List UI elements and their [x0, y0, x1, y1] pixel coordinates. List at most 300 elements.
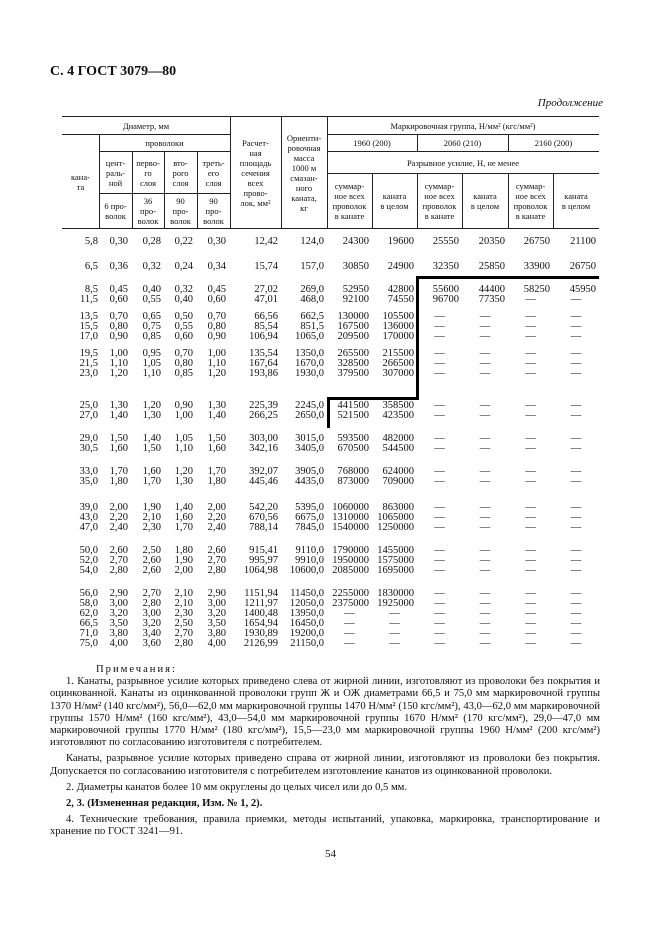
table-cell: — — [434, 433, 445, 444]
table-cell: 0,80 — [109, 321, 128, 332]
table-cell: — — [434, 555, 445, 566]
table-cell: 42800 — [387, 284, 414, 295]
table-cell: 1,30 — [207, 400, 226, 411]
table-cell: 71,0 — [79, 628, 98, 639]
table-cell: 0,32 — [174, 284, 193, 295]
table-cell: 1,50 — [142, 443, 161, 454]
table-cell: 58,0 — [79, 598, 98, 609]
table-cell: 0,80 — [207, 321, 226, 332]
table-cell: 1,20 — [142, 400, 161, 411]
table-cell: 92100 — [342, 294, 369, 305]
table-cell: — — [479, 476, 491, 487]
table-cell: — — [570, 358, 582, 369]
table-cell: — — [479, 331, 491, 342]
table-cell: 17,0 — [79, 331, 98, 342]
table-cell: — — [479, 466, 491, 477]
table-cell: — — [434, 400, 445, 411]
note-1: 1. Канаты, разрывное усилие которых приведено слева от жирной линии, изготовляют из проволоки без покрытия и оцинкованной. Канаты из оцинкованной проволоки групп Ж и ОЖ диаметрами 66,5 и 75,0 мм маркировочной группы 1370 Н/мм² (140 кгс/мм²), 56,0—62,0 мм маркировочной группы 1470 Н/мм² (150 кгс/мм²), 43,0—62,0 мм маркировочной группы 1570 Н/мм² (160 кгс/мм²), 43,0—54,0 мм маркировочной группы 1670 Н/мм² (170 кгс/мм²), 29,0—47,0 мм маркировочной группы 1770 Н/мм² (180 кгс/мм²), 15,5—23,0 мм маркировочной группы 1960 Н/мм² (200 кгс/мм²) изготовляют по согласованию изготовителя с потребителем. — [50, 676, 600, 749]
page-number: 54 — [325, 848, 336, 860]
table-cell: 0,85 — [142, 331, 161, 342]
table-cell: 45950 — [569, 284, 596, 295]
table-cell: 21100 — [570, 236, 596, 247]
table-cell: 1695000 — [377, 565, 414, 576]
paragraph-2-3-text: 2, 3. (Измененная редакция, Изм. № 1, 2). — [66, 798, 263, 810]
table-cell: 788,14 — [249, 522, 278, 533]
table-cell: 1,00 — [174, 410, 193, 421]
table-cell: — — [525, 608, 536, 619]
table-cell: 19,5 — [79, 348, 98, 359]
table-cell: — — [525, 638, 536, 649]
table-cell: 3,00 — [207, 598, 226, 609]
table-cell: 863000 — [382, 502, 414, 513]
table-cell: 0,32 — [142, 261, 161, 272]
table-cell: 27,02 — [254, 284, 278, 295]
table-cell: 12,42 — [254, 236, 278, 247]
table-cell: — — [525, 294, 536, 305]
central-wire-header: цент- раль- ной — [105, 157, 126, 188]
table-cell: 307000 — [382, 368, 414, 379]
table-cell: 66,56 — [254, 311, 278, 322]
table-cell: — — [525, 368, 536, 379]
table-cell: 62,0 — [79, 608, 98, 619]
table-cell: — — [525, 555, 536, 566]
table-cell: 13,5 — [79, 311, 98, 322]
table-cell: 0,65 — [142, 311, 161, 322]
table-cell: 1,60 — [174, 512, 193, 523]
table-cell: — — [525, 331, 536, 342]
table-cell: 209500 — [337, 331, 369, 342]
table-cell: 423500 — [382, 410, 414, 421]
table-cell: — — [570, 466, 582, 477]
table-cell: 2,70 — [109, 555, 128, 566]
table-cell: 1065,0 — [295, 331, 324, 342]
table-cell: 1060000 — [332, 502, 369, 513]
table-cell: 4,00 — [207, 638, 226, 649]
table-cell: — — [479, 433, 491, 444]
table-cell: 47,0 — [79, 522, 98, 533]
table-cell: — — [479, 512, 491, 523]
table-cell: 124,0 — [300, 236, 324, 247]
sum-wires-header-2060: суммар- ное всех проволок в канате — [422, 181, 457, 221]
table-cell: 1,40 — [207, 410, 226, 421]
table-cell: 35,0 — [79, 476, 98, 487]
table-cell: 19600 — [387, 236, 414, 247]
table-cell: 2,50 — [174, 618, 193, 629]
table-cell: 5395,0 — [295, 502, 324, 513]
table-cell: 26750 — [569, 261, 596, 272]
table-cell: 167500 — [337, 321, 369, 332]
grade-1960-header: 1960 (200) — [353, 138, 391, 148]
table-cell: 1,70 — [207, 466, 226, 477]
table-cell: 0,90 — [109, 331, 128, 342]
table-cell: 0,90 — [207, 331, 226, 342]
table-cell: 23,0 — [79, 368, 98, 379]
table-cell: 157,0 — [300, 261, 324, 272]
table-cell: 20350 — [478, 236, 505, 247]
table-cell: — — [479, 358, 491, 369]
table-cell: 1,10 — [174, 443, 193, 454]
table-cell: 1,70 — [142, 476, 161, 487]
table-cell: 2,20 — [109, 512, 128, 523]
table-cell: — — [525, 466, 536, 477]
table-cell: — — [434, 588, 445, 599]
paragraph-2-3 — [50, 798, 600, 810]
table-cell: 9110,0 — [295, 545, 324, 556]
table-cell: 21150,0 — [290, 638, 324, 649]
table-cell: — — [434, 565, 445, 576]
table-cell: 2,40 — [207, 522, 226, 533]
table-cell: 2,70 — [142, 588, 161, 599]
table-cell: 2126,99 — [243, 638, 278, 649]
table-cell: — — [434, 598, 445, 609]
table-cell: 266500 — [382, 358, 414, 369]
table-cell: 670,56 — [249, 512, 278, 523]
table-cell: 167,64 — [249, 358, 278, 369]
table-cell: — — [479, 522, 491, 533]
table-cell: 542,20 — [249, 502, 278, 513]
table-cell: — — [434, 608, 445, 619]
table-cell: 0,50 — [174, 311, 193, 322]
table-cell: 1,70 — [174, 522, 193, 533]
table-cell: 3405,0 — [295, 443, 324, 454]
table-cell: 2,10 — [142, 512, 161, 523]
table-cell: 2,60 — [207, 545, 226, 556]
table-cell: 6675,0 — [295, 512, 324, 523]
table-cell: 593500 — [337, 433, 369, 444]
table-cell: 2,80 — [109, 565, 128, 576]
table-cell: — — [570, 410, 582, 421]
table-cell: 1,50 — [109, 433, 128, 444]
table-cell: 77350 — [478, 294, 505, 305]
table-cell: 39,0 — [79, 502, 98, 513]
table-cell: 11,5 — [80, 294, 98, 305]
table-cell: — — [344, 618, 355, 629]
table-cell: 33,0 — [79, 466, 98, 477]
table-cell: — — [434, 443, 445, 454]
table-cell: 0,60 — [207, 294, 226, 305]
table-cell: 11450,0 — [290, 588, 324, 599]
table-cell: 52950 — [342, 284, 369, 295]
table-cell: 21,5 — [79, 358, 98, 369]
notes-title: Примечания: — [96, 664, 177, 675]
table-cell: 1,00 — [109, 348, 128, 359]
table-cell: — — [570, 522, 582, 533]
table-cell: 2,60 — [109, 545, 128, 556]
table-cell: 74550 — [387, 294, 414, 305]
table-cell: — — [525, 598, 536, 609]
diameter-header: Диаметр, мм — [122, 120, 170, 131]
table-cell: 1830000 — [377, 588, 414, 599]
table-cell: — — [570, 565, 582, 576]
table-cell: 24900 — [387, 261, 414, 272]
table-cell: 445,46 — [249, 476, 278, 487]
table-cell: 1,80 — [174, 545, 193, 556]
table-cell: — — [434, 311, 445, 322]
table-cell: 19200,0 — [289, 628, 324, 639]
table-cell: — — [525, 502, 536, 513]
table-cell: — — [525, 512, 536, 523]
table-cell: 96700 — [432, 294, 459, 305]
table-cell: — — [570, 618, 582, 629]
table-cell: 2,90 — [109, 588, 128, 599]
table-cell: 521500 — [337, 410, 369, 421]
table-cell: 2,90 — [207, 588, 226, 599]
table-cell: 3905,0 — [295, 466, 324, 477]
table-cell: — — [570, 433, 582, 444]
table-cell: — — [434, 358, 445, 369]
table-cell: 0,55 — [142, 294, 161, 305]
table-cell: — — [479, 400, 491, 411]
table-cell: 225,39 — [249, 400, 278, 411]
table-cell: 468,0 — [300, 294, 324, 305]
table-cell: 269,0 — [300, 284, 324, 295]
table-cell: 0,22 — [174, 236, 193, 247]
table-cell: 9910,0 — [295, 555, 324, 566]
table-cell: 915,41 — [249, 545, 278, 556]
table-cell: — — [570, 368, 582, 379]
table-cell: 2,80 — [174, 638, 193, 649]
table-cell: — — [525, 618, 536, 629]
table-cell: 303,00 — [249, 433, 278, 444]
table-cell: 32350 — [432, 261, 459, 272]
table-cell: 1540000 — [332, 522, 369, 533]
table-cell: — — [570, 400, 582, 411]
table-cell: 6,5 — [84, 261, 98, 272]
table-cell: 2,70 — [207, 555, 226, 566]
table-cell: — — [570, 638, 582, 649]
table-cell: 768000 — [337, 466, 369, 477]
table-cell: 10600,0 — [289, 565, 324, 576]
table-cell: 58250 — [523, 284, 550, 295]
table-cell: — — [525, 400, 536, 411]
table-cell: — — [570, 443, 582, 454]
table-cell: 1310000 — [332, 512, 369, 523]
table-cell: 29,0 — [79, 433, 98, 444]
table-cell: 0,75 — [142, 321, 161, 332]
table-cell: 2,60 — [142, 565, 161, 576]
table-cell: 1,10 — [142, 368, 161, 379]
table-cell: — — [344, 608, 355, 619]
table-cell: 3,00 — [109, 598, 128, 609]
table-cell: — — [479, 628, 491, 639]
table-cell: — — [525, 565, 536, 576]
first-layer-header: перво- го слоя — [136, 157, 160, 188]
table-cell: 0,28 — [142, 236, 161, 247]
table-cell: — — [570, 348, 582, 359]
table-cell: 2,70 — [174, 628, 193, 639]
table-cell: — — [434, 522, 445, 533]
table-cell: 43,0 — [79, 512, 98, 523]
table-cell: 0,36 — [109, 261, 128, 272]
table-cell: 3,20 — [109, 608, 128, 619]
table-cell: 16450,0 — [289, 618, 324, 629]
table-cell: — — [479, 321, 491, 332]
table-cell: — — [525, 522, 536, 533]
table-cell: 30,5 — [79, 443, 98, 454]
table-cell: 873000 — [337, 476, 369, 487]
table-cell: 106,94 — [249, 331, 278, 342]
table-cell: 709000 — [382, 476, 414, 487]
table-cell: 1,30 — [174, 476, 193, 487]
table-cell: 33900 — [523, 261, 550, 272]
wire-count-second: 90 про- волок — [170, 196, 191, 226]
table-cell: 0,60 — [174, 331, 193, 342]
table-cell: — — [434, 321, 445, 332]
table-cell: 1,70 — [109, 466, 128, 477]
table-cell: 0,40 — [142, 284, 161, 295]
table-cell: 1654,94 — [243, 618, 278, 629]
table-cell: — — [570, 321, 582, 332]
mass-header: Ориенти- ровочная масса 1000 м смазан- ного каната, кг — [286, 132, 322, 213]
table-cell: 266,25 — [249, 410, 278, 421]
table-cell: — — [570, 294, 582, 305]
table-cell: 3,20 — [207, 608, 226, 619]
table-cell: 0,24 — [174, 261, 193, 272]
table-cell: 3,80 — [207, 628, 226, 639]
table-cell: 1,80 — [109, 476, 128, 487]
table-cell: 441500 — [337, 400, 369, 411]
table-cell: — — [525, 476, 536, 487]
table-cell: — — [479, 618, 491, 629]
wire-count-first: 36 про- волок — [137, 196, 159, 226]
table-cell: — — [479, 545, 491, 556]
table-cell: 85,54 — [254, 321, 278, 332]
table-cell: — — [434, 368, 445, 379]
document-header: С. 4 ГОСТ 3079—80 — [50, 64, 177, 79]
grade-group-header: Маркировочная группа, Н/мм² (кгс/мм²) — [390, 120, 536, 131]
table-cell: 2,60 — [142, 555, 161, 566]
table-cell: 3,40 — [142, 628, 161, 639]
table-cell: — — [479, 443, 491, 454]
table-cell: 2,00 — [174, 565, 193, 576]
table-cell: 52,0 — [79, 555, 98, 566]
table-cell: 1930,89 — [243, 628, 278, 639]
table-cell: 15,74 — [254, 261, 278, 272]
table-cell: 670500 — [337, 443, 369, 454]
table-cell: 2255000 — [332, 588, 369, 599]
table-cell: 5,8 — [84, 236, 98, 247]
sum-wires-header-1960: суммар- ное всех проволок в канате — [332, 181, 367, 221]
table-cell: 1,40 — [109, 410, 128, 421]
sum-wires-header-2160: суммар- ное всех проволок в канате — [513, 181, 548, 221]
table-cell: — — [479, 608, 491, 619]
table-cell: 0,40 — [174, 294, 193, 305]
table-cell: — — [434, 348, 445, 359]
table-cell: — — [525, 628, 536, 639]
table-cell: 0,34 — [207, 261, 226, 272]
table-cell: 135,54 — [249, 348, 278, 359]
table-cell: 0,70 — [207, 311, 226, 322]
table-cell: 0,70 — [109, 311, 128, 322]
table-cell: 8,5 — [84, 284, 98, 295]
table-cell: 75,0 — [79, 638, 98, 649]
table-cell: — — [434, 331, 445, 342]
table-cell: — — [525, 410, 536, 421]
table-cell: 1,30 — [142, 410, 161, 421]
table-cell: — — [525, 358, 536, 369]
table-cell: 2,10 — [174, 588, 193, 599]
table-cell: — — [570, 502, 582, 513]
table-cell: 0,80 — [174, 358, 193, 369]
table-cell: 995,97 — [249, 555, 278, 566]
table-cell: 55600 — [432, 284, 459, 295]
table-cell: 3,50 — [109, 618, 128, 629]
table-cell: 379500 — [337, 368, 369, 379]
table-cell: 1,30 — [109, 400, 128, 411]
table-cell: 0,45 — [207, 284, 226, 295]
table-cell: 3015,0 — [295, 433, 324, 444]
table-cell: — — [434, 638, 445, 649]
table-cell: 2245,0 — [295, 400, 324, 411]
table-cell: 1,60 — [109, 443, 128, 454]
table-cell: 1790000 — [332, 545, 369, 556]
table-cell: 1,40 — [174, 502, 193, 513]
table-cell: 136000 — [382, 321, 414, 332]
table-cell: 4435,0 — [295, 476, 324, 487]
table-cell: — — [570, 628, 582, 639]
table-cell: — — [479, 565, 491, 576]
table-cell: 2,30 — [142, 522, 161, 533]
table-cell: 3,20 — [142, 618, 161, 629]
table-cell: 2,20 — [207, 512, 226, 523]
table-cell: 13950,0 — [289, 608, 324, 619]
table-cell: 2,10 — [174, 598, 193, 609]
table-cell: 1455000 — [377, 545, 414, 556]
table-cell: 1,40 — [142, 433, 161, 444]
table-cell: 1211,97 — [244, 598, 278, 609]
table-cell: 1,50 — [207, 433, 226, 444]
second-layer-header: вто- рого слоя — [172, 157, 189, 188]
table-cell: — — [479, 555, 491, 566]
table-cell: 1,20 — [109, 368, 128, 379]
table-cell: — — [344, 638, 355, 649]
note-2: 2. Диаметры канатов более 10 мм округлены до целых чисел или до 0,5 мм. — [66, 781, 408, 793]
table-cell: 1,05 — [142, 358, 161, 369]
table-cell: 0,45 — [109, 284, 128, 295]
rope-whole-header-1960: каната в целом — [380, 191, 409, 211]
table-cell: 3,00 — [142, 608, 161, 619]
table-cell: 2,80 — [207, 565, 226, 576]
table-cell: 1,20 — [174, 466, 193, 477]
table-cell: 544500 — [382, 443, 414, 454]
table-cell: — — [434, 618, 445, 629]
table-cell: 66,5 — [79, 618, 98, 629]
table-cell: 4,00 — [109, 638, 128, 649]
grade-2060-header: 2060 (210) — [443, 138, 482, 148]
table-cell: 328500 — [337, 358, 369, 369]
table-cell: 1,00 — [207, 348, 226, 359]
table-cell: — — [479, 588, 491, 599]
table-cell: — — [570, 545, 582, 556]
table-cell: 0,90 — [174, 400, 193, 411]
table-cell: 1,60 — [142, 466, 161, 477]
table-cell: — — [570, 588, 582, 599]
table-cell: 7845,0 — [295, 522, 324, 533]
table-cell: 342,16 — [249, 443, 278, 454]
table-cell: 170000 — [382, 331, 414, 342]
table-cell: 1,20 — [207, 368, 226, 379]
bold-boundary-line — [417, 276, 599, 279]
table-cell: 30850 — [342, 261, 369, 272]
table-cell: — — [479, 311, 491, 322]
table-cell: 0,30 — [207, 236, 226, 247]
table-cell: 12050,0 — [289, 598, 324, 609]
table-cell: 0,70 — [174, 348, 193, 359]
table-cell: 54,0 — [79, 565, 98, 576]
table-cell: — — [479, 368, 491, 379]
grade-2160-header: 2160 (200) — [534, 138, 573, 148]
table-cell: 56,0 — [79, 588, 98, 599]
